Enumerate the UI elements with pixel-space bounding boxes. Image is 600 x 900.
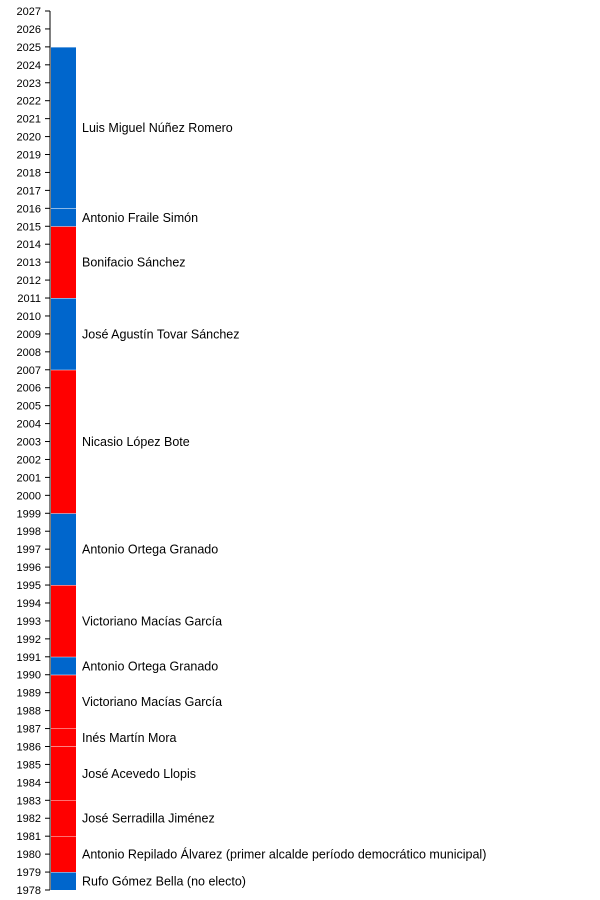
y-tick-label-2007: 2007 (16, 364, 41, 377)
y-tick-label-2002: 2002 (16, 454, 41, 467)
y-tick-label-2008: 2008 (16, 346, 41, 359)
period-bar-1 (51, 836, 76, 872)
y-tick-label-1984: 1984 (16, 777, 41, 790)
y-tick-label-1997: 1997 (16, 544, 41, 557)
y-tick-label-1995: 1995 (16, 580, 41, 593)
y-tick-label-2012: 2012 (16, 275, 41, 288)
y-tick-label-2011: 2011 (17, 293, 41, 306)
y-tick-label-2016: 2016 (16, 203, 41, 216)
y-tick-label-2023: 2023 (16, 77, 41, 90)
period-bar-3 (51, 746, 76, 800)
period-label-13: Luis Miguel Núñez Romero (82, 121, 233, 136)
y-tick-label-2022: 2022 (16, 95, 41, 108)
y-tick-label-1996: 1996 (16, 562, 41, 575)
period-label-12: Antonio Fraile Simón (82, 210, 199, 225)
period-bar-5 (51, 675, 76, 729)
y-tick-label-2013: 2013 (16, 257, 41, 270)
y-tick-label-2003: 2003 (16, 436, 41, 449)
period-bar-9 (51, 370, 76, 514)
period-label-7: Victoriano Macías García (82, 614, 223, 629)
y-tick-label-2005: 2005 (16, 400, 41, 413)
period-label-2: José Serradilla Jiménez (82, 811, 215, 826)
period-label-9: Nicasio López Bote (82, 435, 190, 450)
y-tick-label-1985: 1985 (16, 759, 41, 772)
period-label-6: Antonio Ortega Granado (82, 659, 219, 674)
y-tick-label-2026: 2026 (16, 23, 41, 36)
period-bar-12 (51, 208, 76, 226)
period-label-3: José Acevedo Llopis (82, 766, 196, 781)
y-tick-label-2017: 2017 (16, 185, 41, 198)
y-tick-label-1987: 1987 (16, 723, 41, 736)
y-tick-label-1983: 1983 (16, 795, 41, 808)
y-tick-label-1999: 1999 (16, 508, 41, 521)
y-tick-label-1991: 1991 (16, 651, 41, 664)
y-tick-label-2024: 2024 (16, 59, 41, 72)
period-bar-8 (51, 513, 76, 585)
y-tick-label-1989: 1989 (16, 687, 41, 700)
y-tick-label-2019: 2019 (16, 149, 41, 162)
y-tick-label-1992: 1992 (16, 633, 41, 646)
y-tick-label-2018: 2018 (16, 167, 41, 180)
period-label-4: Inés Martín Mora (82, 731, 177, 746)
period-label-8: Antonio Ortega Granado (82, 542, 219, 557)
period-labels (82, 121, 486, 888)
period-bar-13 (51, 47, 76, 208)
period-bar-10 (51, 298, 76, 370)
period-bar-2 (51, 800, 76, 836)
y-tick-label-1998: 1998 (16, 526, 41, 539)
y-tick-label-2010: 2010 (16, 310, 41, 323)
period-label-1: Antonio Repilado Álvarez (primer alcalde período democrático municipal) (82, 847, 487, 862)
y-tick-label-2014: 2014 (16, 239, 41, 252)
y-tick-label-1981: 1981 (16, 831, 41, 844)
y-tick-label-1986: 1986 (16, 741, 41, 754)
period-bar-0 (51, 872, 76, 890)
period-bar-6 (51, 657, 76, 675)
period-bars (51, 47, 76, 890)
y-tick-label-1980: 1980 (16, 849, 41, 862)
y-tick-label-2006: 2006 (16, 382, 41, 395)
y-tick-label-2009: 2009 (16, 328, 41, 341)
period-label-11: Bonifacio Sánchez (82, 255, 186, 270)
y-tick-label-2004: 2004 (16, 418, 41, 431)
period-label-0: Rufo Gómez Bella (no electo) (82, 874, 246, 889)
y-tick-label-1994: 1994 (16, 597, 41, 610)
period-label-5: Victoriano Macías García (82, 695, 223, 710)
period-bar-11 (51, 226, 76, 298)
y-tick-label-1982: 1982 (16, 813, 41, 826)
y-tick-label-2020: 2020 (16, 131, 41, 144)
period-bar-4 (51, 729, 76, 747)
y-tick-label-1978: 1978 (16, 885, 41, 897)
y-tick-label-1993: 1993 (16, 615, 41, 628)
period-bar-7 (51, 585, 76, 657)
y-tick-label-2015: 2015 (16, 221, 41, 234)
y-tick-label-1990: 1990 (16, 669, 41, 682)
period-label-10: José Agustín Tovar Sánchez (82, 327, 240, 342)
y-tick-label-2025: 2025 (16, 41, 41, 54)
y-tick-label-1988: 1988 (16, 705, 41, 718)
y-tick-label-2000: 2000 (16, 490, 41, 503)
y-tick-label-2021: 2021 (16, 113, 41, 126)
y-tick-label-1979: 1979 (16, 867, 41, 880)
year-axis (17, 6, 50, 897)
y-tick-label-2027: 2027 (16, 6, 41, 18)
y-tick-label-2001: 2001 (16, 472, 41, 485)
